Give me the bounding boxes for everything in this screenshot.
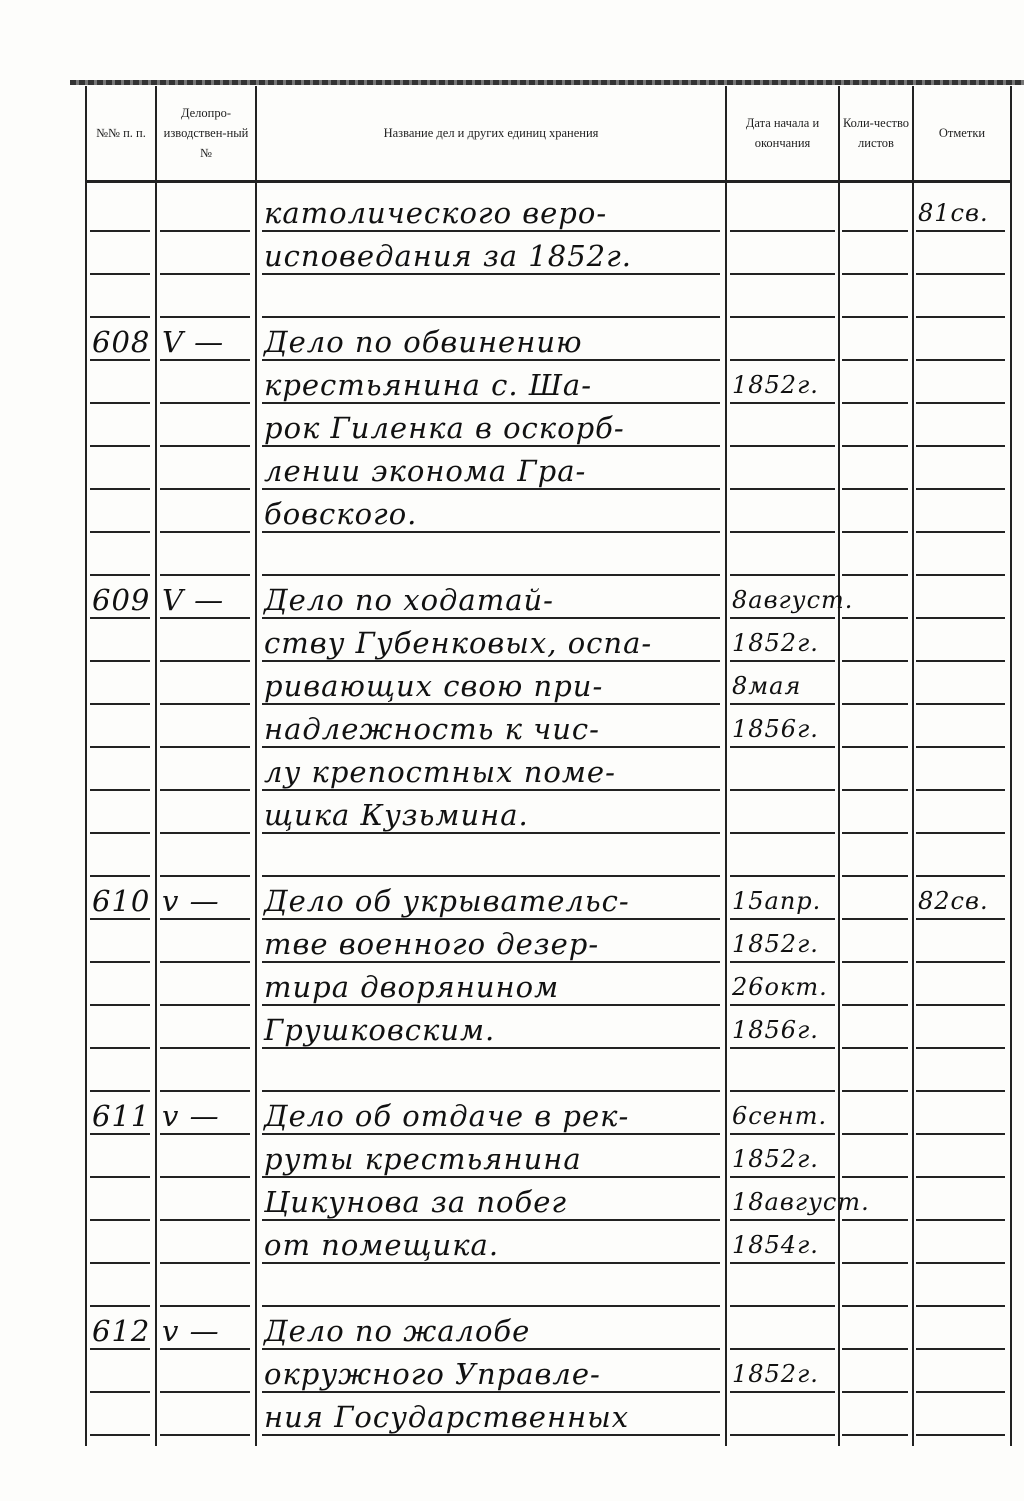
ruled-line — [842, 961, 908, 963]
entry-dates: 15апр. — [732, 887, 822, 915]
ruled-line — [916, 746, 1005, 748]
ruled-line — [916, 832, 1005, 834]
ruled-line — [262, 1047, 720, 1049]
ruled-line — [160, 1305, 250, 1307]
ruled-line — [90, 1133, 150, 1135]
ruled-line — [90, 1391, 150, 1393]
ruled-line — [842, 875, 908, 877]
ruled-line — [730, 1434, 835, 1436]
ruled-line — [730, 1004, 835, 1006]
ruled-line — [262, 875, 720, 877]
ruled-line — [842, 746, 908, 748]
header-rule — [85, 180, 1010, 183]
ruled-line — [730, 703, 835, 705]
ruled-line — [730, 574, 835, 576]
ruled-line — [90, 273, 150, 275]
ruled-line — [90, 1219, 150, 1221]
column-divider — [912, 86, 914, 1446]
ruled-line — [730, 1348, 835, 1350]
ruled-line — [262, 746, 720, 748]
entry-dates: 8август. — [732, 586, 854, 614]
ruled-line — [262, 1348, 720, 1350]
entry-title: крестьянина с. Ша- — [264, 368, 593, 402]
ruled-line — [916, 1176, 1005, 1178]
entry-title: бовского. — [264, 497, 418, 531]
ruled-line — [916, 316, 1005, 318]
column-divider — [838, 86, 840, 1446]
entry-title: Дело по жалобе — [264, 1314, 531, 1348]
ruled-line — [916, 703, 1005, 705]
ruled-line — [842, 1133, 908, 1135]
entry-title: Цикунова за побег — [264, 1185, 568, 1219]
ruled-line — [160, 1133, 250, 1135]
ruled-line — [262, 1133, 720, 1135]
ruled-line — [160, 359, 250, 361]
ruled-line — [842, 1047, 908, 1049]
ruled-line — [90, 617, 150, 619]
top-border — [70, 80, 1024, 85]
ruled-line — [262, 531, 720, 533]
ruled-line — [160, 918, 250, 920]
ruled-line — [730, 1219, 835, 1221]
ruled-line — [842, 445, 908, 447]
ruled-line — [160, 316, 250, 318]
ruled-line — [916, 359, 1005, 361]
ruled-line — [730, 316, 835, 318]
office-number: v — — [162, 884, 220, 918]
ruled-line — [90, 1348, 150, 1350]
ruled-line — [730, 1262, 835, 1264]
ruled-line — [160, 402, 250, 404]
ruled-line — [160, 574, 250, 576]
ruled-line — [262, 316, 720, 318]
entry-dates: 1852г. — [732, 1360, 819, 1388]
ruled-line — [90, 1434, 150, 1436]
ruled-line — [90, 531, 150, 533]
column-divider — [1010, 86, 1012, 1446]
ruled-line — [730, 531, 835, 533]
entry-title: от помещика. — [264, 1228, 500, 1262]
ruled-line — [262, 1219, 720, 1221]
ruled-line — [90, 574, 150, 576]
ruled-line — [90, 703, 150, 705]
entry-title: Дело по ходатай- — [264, 583, 554, 617]
entry-number: 611 — [92, 1099, 151, 1133]
entry-title: щика Кузьмина. — [264, 798, 529, 832]
ruled-line — [262, 617, 720, 619]
ruled-line — [842, 832, 908, 834]
ruled-line — [90, 316, 150, 318]
entry-title: ния Государственных — [264, 1400, 630, 1434]
ruled-line — [730, 617, 835, 619]
ruled-line — [916, 1434, 1005, 1436]
entry-title: лении эконома Гра- — [264, 454, 587, 488]
entry-notes: 82св. — [918, 887, 989, 915]
entry-dates: 1852г. — [732, 629, 819, 657]
header-dates: Дата начала и окончания — [745, 116, 820, 150]
entry-dates: 1856г. — [732, 1016, 819, 1044]
ruled-line — [916, 875, 1005, 877]
ruled-line — [90, 488, 150, 490]
ruled-line — [160, 1391, 250, 1393]
entry-dates: 8мая — [732, 672, 802, 700]
entry-title: окружного Управле- — [264, 1357, 601, 1391]
ruled-line — [916, 789, 1005, 791]
ruled-line — [262, 918, 720, 920]
ruled-line — [160, 617, 250, 619]
ruled-line — [262, 445, 720, 447]
ruled-line — [916, 1004, 1005, 1006]
entry-dates: 1852г. — [732, 930, 819, 958]
ruled-line — [842, 1004, 908, 1006]
entry-dates: 1856г. — [732, 715, 819, 743]
ruled-line — [90, 1004, 150, 1006]
ruled-line — [916, 230, 1005, 232]
ruled-line — [160, 273, 250, 275]
column-divider — [725, 86, 727, 1446]
ruled-line — [160, 832, 250, 834]
header-title: Название дел и других единиц хранения — [383, 126, 599, 140]
entry-title: Грушковским. — [264, 1013, 496, 1047]
entry-dates: 1854г. — [732, 1231, 819, 1259]
ruled-line — [90, 359, 150, 361]
ruled-line — [262, 789, 720, 791]
ruled-line — [842, 617, 908, 619]
ruled-line — [916, 402, 1005, 404]
ruled-line — [730, 746, 835, 748]
ruled-line — [90, 1047, 150, 1049]
ruled-line — [916, 1391, 1005, 1393]
ruled-line — [90, 402, 150, 404]
ruled-line — [916, 660, 1005, 662]
entry-title: исповедания за 1852г. — [264, 239, 632, 273]
ruled-line — [730, 359, 835, 361]
entry-title: Дело по обвинению — [264, 325, 583, 359]
ruled-line — [916, 574, 1005, 576]
ruled-line — [842, 316, 908, 318]
ruled-line — [842, 660, 908, 662]
ruled-line — [842, 1090, 908, 1092]
ruled-line — [262, 1004, 720, 1006]
ruled-line — [916, 1090, 1005, 1092]
ruled-line — [90, 746, 150, 748]
ruled-line — [916, 445, 1005, 447]
ruled-line — [90, 1176, 150, 1178]
ruled-line — [916, 488, 1005, 490]
ruled-line — [160, 445, 250, 447]
ruled-line — [842, 1262, 908, 1264]
ruled-line — [842, 1176, 908, 1178]
ruled-line — [262, 1305, 720, 1307]
column-divider — [155, 86, 157, 1446]
ruled-line — [262, 832, 720, 834]
office-number: V — — [162, 583, 225, 617]
ruled-line — [262, 1262, 720, 1264]
column-divider — [85, 86, 87, 1446]
ruled-line — [90, 1262, 150, 1264]
ruled-line — [730, 1090, 835, 1092]
ruled-line — [842, 273, 908, 275]
entry-title: Дело об укрывательс- — [264, 884, 630, 918]
ruled-line — [262, 230, 720, 232]
ruled-line — [160, 488, 250, 490]
entry-title: руты крестьянина — [264, 1142, 582, 1176]
entry-title: тира дворянином — [264, 970, 560, 1004]
entry-dates: 18август. — [732, 1188, 870, 1216]
ruled-line — [730, 1133, 835, 1135]
ruled-line — [916, 1305, 1005, 1307]
entry-number: 609 — [92, 583, 151, 617]
ruled-line — [916, 918, 1005, 920]
entry-title: надлежность к чис- — [264, 712, 600, 746]
ruled-line — [262, 273, 720, 275]
ruled-line — [160, 531, 250, 533]
ruled-line — [842, 531, 908, 533]
ruled-line — [842, 789, 908, 791]
entry-dates: 1852г. — [732, 371, 819, 399]
entry-title: ству Губенковых, оспа- — [264, 626, 653, 660]
ruled-line — [730, 1047, 835, 1049]
entry-number: 610 — [92, 884, 151, 918]
ruled-line — [160, 1219, 250, 1221]
entry-title: рок Гиленка в оскорб- — [264, 411, 625, 445]
ruled-line — [160, 1434, 250, 1436]
ruled-line — [90, 230, 150, 232]
ruled-line — [842, 574, 908, 576]
ruled-line — [160, 230, 250, 232]
ruled-line — [262, 1090, 720, 1092]
ruled-line — [730, 789, 835, 791]
ruled-line — [842, 918, 908, 920]
ruled-line — [842, 1348, 908, 1350]
ruled-line — [842, 230, 908, 232]
ruled-line — [916, 1047, 1005, 1049]
ruled-line — [90, 875, 150, 877]
ruled-line — [730, 488, 835, 490]
entry-number: 612 — [92, 1314, 151, 1348]
ruled-line — [262, 402, 720, 404]
ruled-line — [730, 875, 835, 877]
header-office-number: Делопро-изводствен-ный № — [163, 106, 249, 160]
ruled-line — [730, 402, 835, 404]
ruled-line — [160, 1047, 250, 1049]
ruled-line — [842, 402, 908, 404]
ruled-line — [90, 832, 150, 834]
ruled-line — [842, 359, 908, 361]
ruled-line — [730, 660, 835, 662]
office-number: v — — [162, 1099, 220, 1133]
ruled-line — [160, 703, 250, 705]
ruled-line — [262, 574, 720, 576]
ruled-line — [160, 1090, 250, 1092]
ruled-line — [262, 703, 720, 705]
ruled-line — [262, 961, 720, 963]
entry-title: Дело об отдаче в рек- — [264, 1099, 630, 1133]
entry-title: тве военного дезер- — [264, 927, 600, 961]
entry-title: католического веро- — [264, 196, 608, 230]
ruled-line — [160, 1004, 250, 1006]
ruled-line — [160, 961, 250, 963]
ruled-line — [262, 488, 720, 490]
ruled-line — [842, 1434, 908, 1436]
office-number: V — — [162, 325, 225, 359]
header-number: №№ п. п. — [96, 126, 146, 140]
ruled-line — [842, 1219, 908, 1221]
entry-title: лу крепостных поме- — [264, 755, 616, 789]
ruled-line — [730, 918, 835, 920]
ruled-line — [262, 1391, 720, 1393]
ruled-line — [90, 961, 150, 963]
ruled-line — [842, 488, 908, 490]
ruled-line — [262, 660, 720, 662]
entry-dates: 1852г. — [732, 1145, 819, 1173]
ruled-line — [730, 230, 835, 232]
ruled-line — [916, 1262, 1005, 1264]
ruled-line — [842, 703, 908, 705]
ruled-line — [262, 1434, 720, 1436]
entry-number: 608 — [92, 325, 151, 359]
ruled-line — [160, 1176, 250, 1178]
ruled-line — [916, 531, 1005, 533]
ruled-line — [90, 445, 150, 447]
ruled-line — [730, 832, 835, 834]
ruled-line — [730, 1176, 835, 1178]
ruled-line — [160, 875, 250, 877]
ruled-line — [916, 273, 1005, 275]
ruled-line — [842, 1391, 908, 1393]
header-sheet-count: Коли-чество листов — [842, 116, 910, 150]
ruled-line — [90, 789, 150, 791]
ruled-line — [262, 359, 720, 361]
header-notes: Отметки — [938, 126, 986, 140]
ruled-line — [730, 961, 835, 963]
ruled-line — [90, 660, 150, 662]
office-number: v — — [162, 1314, 220, 1348]
entry-dates: 6сент. — [732, 1102, 828, 1130]
ruled-line — [730, 445, 835, 447]
ruled-line — [90, 918, 150, 920]
ruled-line — [730, 273, 835, 275]
ruled-line — [160, 1262, 250, 1264]
ruled-line — [160, 789, 250, 791]
entry-title: ривающих свою при- — [264, 669, 604, 703]
ruled-line — [730, 1391, 835, 1393]
column-divider — [255, 86, 257, 1446]
ruled-line — [916, 617, 1005, 619]
ruled-line — [916, 1348, 1005, 1350]
entry-dates: 26окт. — [732, 973, 828, 1001]
ruled-line — [916, 961, 1005, 963]
ruled-line — [160, 1348, 250, 1350]
ruled-line — [160, 746, 250, 748]
ruled-line — [916, 1219, 1005, 1221]
entry-notes: 81св. — [918, 199, 989, 227]
ruled-line — [842, 1305, 908, 1307]
ruled-line — [160, 660, 250, 662]
ruled-line — [90, 1305, 150, 1307]
ruled-line — [916, 1133, 1005, 1135]
ruled-line — [730, 1305, 835, 1307]
ruled-line — [90, 1090, 150, 1092]
ruled-line — [262, 1176, 720, 1178]
